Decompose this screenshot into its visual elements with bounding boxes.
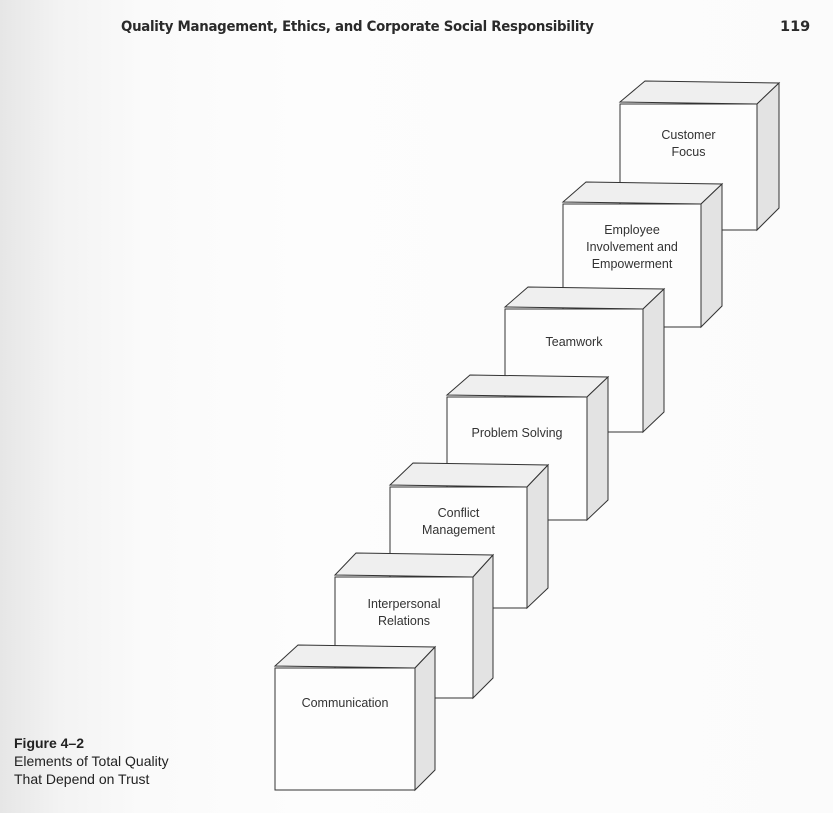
label-customer-focus: Customer Focus [661,128,716,159]
label-conflict-management: Conflict Management [422,506,495,537]
label-communication: Communication [301,696,389,710]
figure-caption [14,734,169,788]
running-title: Quality Management, Ethics, and Corporate Social Responsibility [121,19,594,35]
label-interpersonal-relations: Interpersonal Relations [367,597,441,628]
caption-line-1: Elements of Total Quality [14,753,169,769]
label-teamwork: Teamwork [545,335,603,349]
label-employee-involvement: Employee Involvement and Empowerment [586,223,678,271]
page-number: 119 [780,19,811,35]
label-problem-solving: Problem Solving [471,426,563,440]
caption-line-2: That Depend on Trust [14,771,150,787]
box-communication [275,645,435,790]
figure-number: Figure 4–2 [14,735,85,751]
